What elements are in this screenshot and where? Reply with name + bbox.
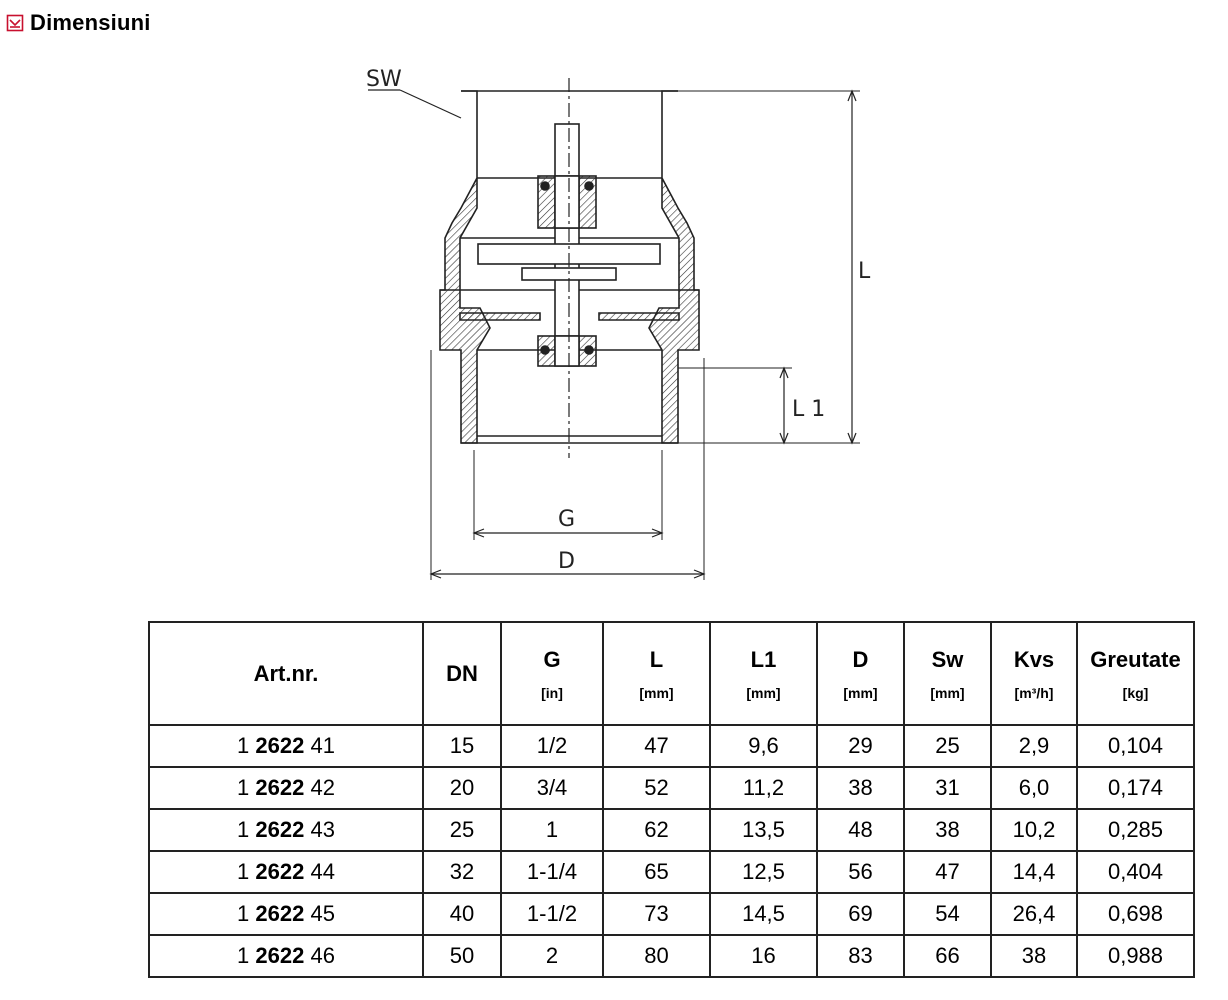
label-l1: L 1	[792, 397, 826, 422]
cell-greutate: 0,285	[1077, 809, 1194, 851]
cell-sw: 25	[904, 725, 991, 767]
header-art-nr: Art.nr.	[149, 622, 423, 725]
table-row	[149, 725, 1194, 767]
cell-d: 38	[817, 767, 904, 809]
cell-l: 65	[603, 851, 710, 893]
table-row	[149, 767, 1194, 809]
header-g: G [in]	[501, 622, 603, 725]
cell-g: 1	[501, 809, 603, 851]
cell-g: 1-1/2	[501, 893, 603, 935]
cell-greutate: 0,404	[1077, 851, 1194, 893]
valve-body-right-wall	[649, 91, 699, 443]
cell-d: 69	[817, 893, 904, 935]
cell-kvs: 38	[991, 935, 1077, 977]
cell-g: 1/2	[501, 725, 603, 767]
cell-l1: 13,5	[710, 809, 817, 851]
cell-kvs: 10,2	[991, 809, 1077, 851]
cell-g: 1-1/4	[501, 851, 603, 893]
label-sw: SW	[366, 67, 402, 92]
cell-sw: 47	[904, 851, 991, 893]
cell-art-nr: 1 2622 46	[149, 935, 423, 977]
table-row	[149, 893, 1194, 935]
table-row	[149, 809, 1194, 851]
header-kvs: Kvs [m³/h]	[991, 622, 1077, 725]
cell-art-nr: 1 2622 43	[149, 809, 423, 851]
cell-dn: 32	[423, 851, 501, 893]
cell-l: 80	[603, 935, 710, 977]
cell-art-nr: 1 2622 42	[149, 767, 423, 809]
valve-body-left-wall	[440, 91, 490, 443]
table-row	[149, 935, 1194, 977]
header-sw: Sw [mm]	[904, 622, 991, 725]
cell-kvs: 2,9	[991, 725, 1077, 767]
cell-d: 29	[817, 725, 904, 767]
cell-l: 52	[603, 767, 710, 809]
cell-sw: 66	[904, 935, 991, 977]
section-header	[6, 10, 151, 36]
cell-l1: 14,5	[710, 893, 817, 935]
cell-kvs: 14,4	[991, 851, 1077, 893]
header-l: L [mm]	[603, 622, 710, 725]
cell-d: 56	[817, 851, 904, 893]
section-title: Dimensiuni	[30, 10, 151, 35]
cell-greutate: 0,174	[1077, 767, 1194, 809]
cell-d: 48	[817, 809, 904, 851]
cell-greutate: 0,698	[1077, 893, 1194, 935]
valve-technical-drawing	[340, 58, 900, 588]
cell-kvs: 6,0	[991, 767, 1077, 809]
label-g: G	[558, 507, 576, 532]
dimensions-table	[148, 621, 1195, 978]
cell-l1: 16	[710, 935, 817, 977]
header-dn: DN	[423, 622, 501, 725]
cell-d: 83	[817, 935, 904, 977]
cell-dn: 15	[423, 725, 501, 767]
header-d: D [mm]	[817, 622, 904, 725]
cell-dn: 50	[423, 935, 501, 977]
cell-sw: 54	[904, 893, 991, 935]
cell-l1: 9,6	[710, 725, 817, 767]
cell-greutate: 0,988	[1077, 935, 1194, 977]
table-row	[149, 851, 1194, 893]
label-l: L	[858, 259, 871, 284]
label-d: D	[558, 549, 575, 574]
cell-dn: 25	[423, 809, 501, 851]
cell-l: 62	[603, 809, 710, 851]
cell-sw: 31	[904, 767, 991, 809]
cell-dn: 40	[423, 893, 501, 935]
header-greutate: Greutate [kg]	[1077, 622, 1194, 725]
cell-art-nr: 1 2622 41	[149, 725, 423, 767]
cell-g: 2	[501, 935, 603, 977]
cell-kvs: 26,4	[991, 893, 1077, 935]
cell-l: 47	[603, 725, 710, 767]
cell-l: 73	[603, 893, 710, 935]
cell-art-nr: 1 2622 44	[149, 851, 423, 893]
cell-dn: 20	[423, 767, 501, 809]
header-l1: L1 [mm]	[710, 622, 817, 725]
cell-art-nr: 1 2622 45	[149, 893, 423, 935]
checkbox-envelope-icon	[6, 14, 24, 32]
cell-greutate: 0,104	[1077, 725, 1194, 767]
table-header-row	[149, 622, 1194, 725]
cell-g: 3/4	[501, 767, 603, 809]
cell-l1: 11,2	[710, 767, 817, 809]
cell-l1: 12,5	[710, 851, 817, 893]
cell-sw: 38	[904, 809, 991, 851]
